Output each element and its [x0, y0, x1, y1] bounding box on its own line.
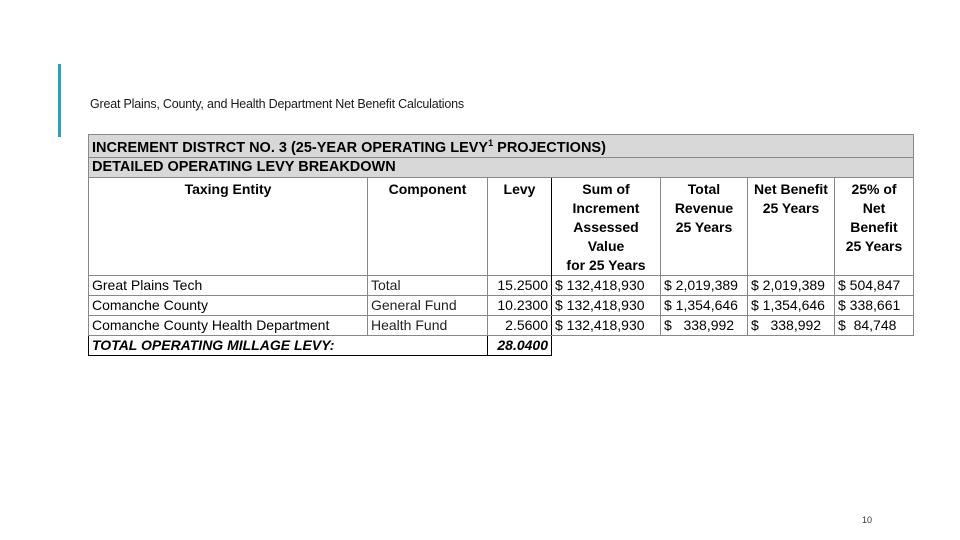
table-title-text: INCREMENT DISTRCT NO. 3 (25-YEAR OPERATING LEVY: [92, 139, 489, 156]
header-line: Assessed Value: [573, 218, 639, 254]
table-title-suffix: PROJECTIONS): [493, 139, 606, 156]
cell-net-benefit: $ 1,354,646: [748, 295, 835, 315]
header-component: Component: [368, 177, 488, 275]
header-25pct-net-benefit: [835, 177, 914, 275]
cell-revenue: $ 2,019,389: [661, 275, 748, 295]
cell-levy: 2.5600: [488, 315, 552, 335]
header-line: 25 Years: [845, 237, 903, 254]
table-subtitle-row: [89, 157, 914, 177]
header-levy: Levy: [488, 177, 552, 275]
header-sum-assessed-value: [552, 177, 661, 275]
header-line: for 25 Years: [566, 256, 646, 273]
cell-net-benefit: $ 338,992: [748, 315, 835, 335]
cell-sum: $ 132,418,930: [552, 275, 661, 295]
cell-component: Total: [368, 275, 488, 295]
header-line: Revenue: [674, 199, 734, 216]
table-title-row: [89, 135, 914, 158]
header-total-revenue: [661, 177, 748, 275]
table-subtitle: DETAILED OPERATING LEVY BREAKDOWN: [89, 157, 914, 177]
header-line: Increment: [572, 199, 640, 216]
total-row: [89, 335, 914, 355]
header-taxing-entity: Taxing Entity: [89, 177, 368, 275]
header-line: Total: [687, 180, 721, 197]
cell-entity: Comanche County: [89, 295, 368, 315]
cell-entity: Comanche County Health Department: [89, 315, 368, 335]
header-net-benefit: [748, 177, 835, 275]
page-number: 10: [862, 515, 873, 525]
total-spacer: [368, 335, 488, 355]
header-line: 25% of: [851, 180, 897, 197]
total-blank: [552, 335, 914, 355]
header-row: [89, 177, 914, 275]
table-row: [89, 275, 914, 295]
header-line: Net Benefit: [754, 180, 828, 197]
cell-levy: 10.2300: [488, 295, 552, 315]
cell-pct: $ 84,748: [835, 315, 914, 335]
cell-component: General Fund: [368, 295, 488, 315]
slide-title: Great Plains, County, and Health Department Net Benefit Calculations: [90, 97, 464, 111]
footnote-marker: 1: [488, 138, 494, 148]
cell-revenue: $ 1,354,646: [661, 295, 748, 315]
levy-table: [88, 134, 914, 356]
total-levy: 28.0400: [488, 335, 552, 355]
table-row: [89, 315, 914, 335]
cell-pct: $ 504,847: [835, 275, 914, 295]
header-line: Net Benefit: [850, 199, 898, 235]
accent-bar: [58, 64, 61, 137]
header-line: 25 Years: [675, 218, 733, 235]
cell-levy: 15.2500: [488, 275, 552, 295]
cell-sum: $ 132,418,930: [552, 295, 661, 315]
cell-component: Health Fund: [368, 315, 488, 335]
cell-sum: $ 132,418,930: [552, 315, 661, 335]
total-label: TOTAL OPERATING MILLAGE LEVY:: [89, 335, 368, 355]
table-row: [89, 295, 914, 315]
cell-revenue: $ 338,992: [661, 315, 748, 335]
header-line: Sum of: [582, 180, 630, 197]
cell-entity: Great Plains Tech: [89, 275, 368, 295]
table-title: [89, 135, 914, 158]
cell-pct: $ 338,661: [835, 295, 914, 315]
header-line: 25 Years: [762, 199, 820, 216]
cell-net-benefit: $ 2,019,389: [748, 275, 835, 295]
